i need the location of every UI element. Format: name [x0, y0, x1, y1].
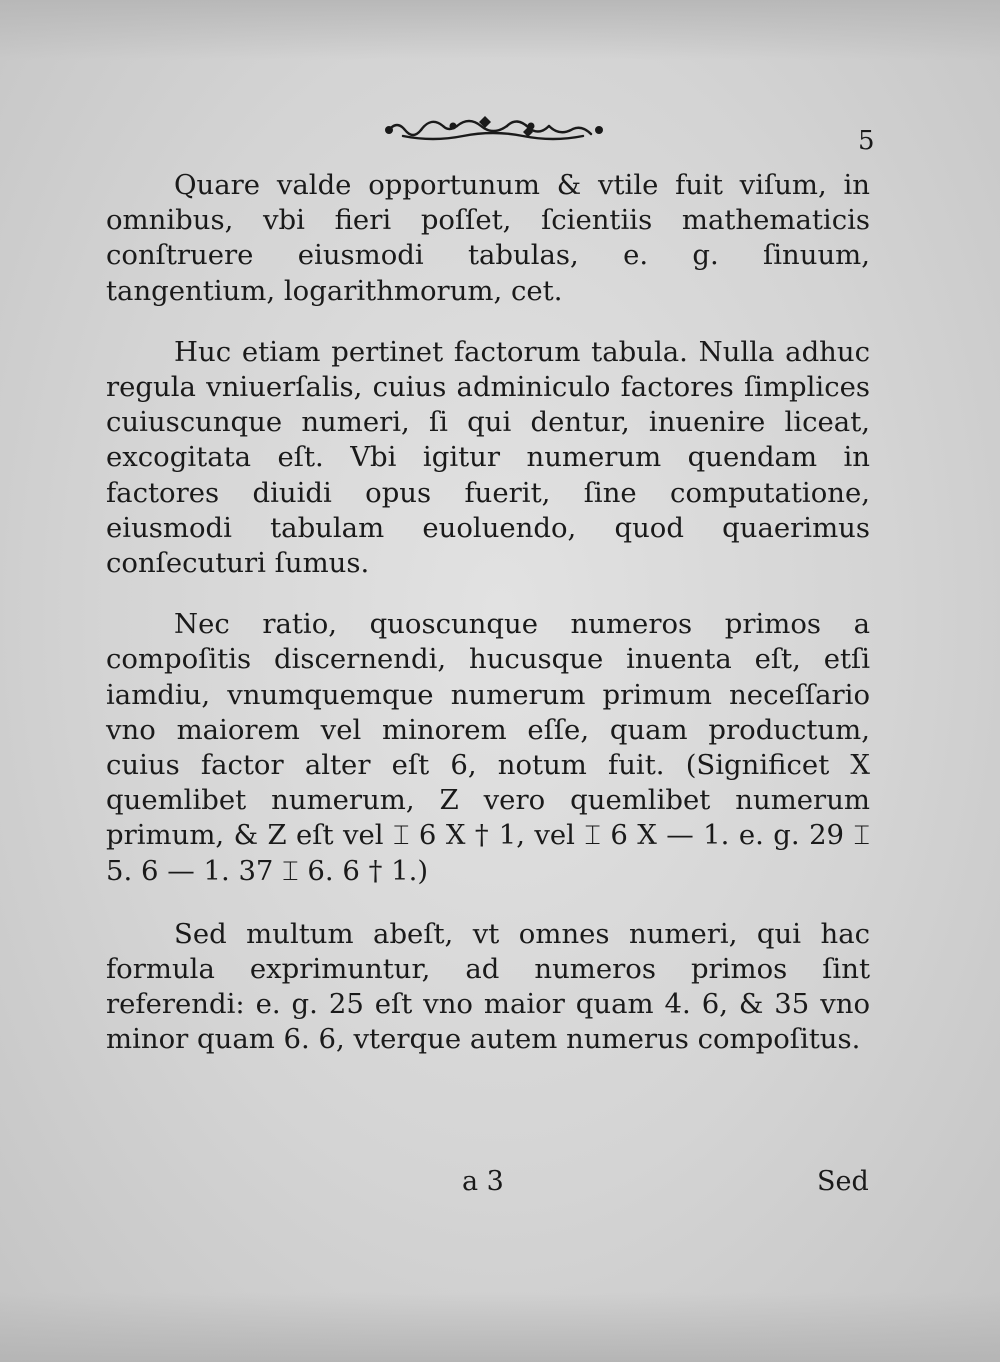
catchword: Sed — [817, 1166, 869, 1197]
paragraph-3: Nec ratio, quoscunque numeros primos a compoſitis discernendi, hucusque inuenta eſt, etſi iamdiu, vnumquemque numerum primum neceſſario vno maiorem vel minorem eſſe, quam productum, cuius factor alter eſt 6, notum fuit. (Significet X quemlibet numerum, Z vero quemlibet numerum primum, & Z eſt vel ⌶ 6 X † 1, vel ⌶ 6 X — 1. e. g. 29 ⌶ 5. 6 — 1. 37 ⌶ 6. 6 † 1.) — [106, 608, 870, 887]
page-number: 5 — [858, 126, 875, 156]
page-shadow-bottom — [0, 1292, 1000, 1362]
page-footer — [0, 1160, 1000, 1200]
signature-mark: a 3 — [462, 1166, 504, 1197]
paragraph-4: Sed multum abeſt, vt omnes numeri, qui hac formula exprimuntur, ad numeros primos ſint referendi: e. g. 25 eſt vno maior quam 4. 6, & 35 vno minor quam 6. 6, vterque autem numerus compoſitus. — [106, 917, 870, 1056]
page-shadow-top — [0, 0, 1000, 60]
fleuron-ornament-icon — [383, 112, 605, 148]
paragraph-1: Quare valde opportunum & vtile fuit viſum, in omnibus, vbi fieri poſſet, ſcientiis mathematicis conſtruere eiusmodi tabulas, e. g. ſinuum, tangentium, logarithmorum, cet. — [106, 169, 870, 307]
paragraph-2: Huc etiam pertinet factorum tabula. Nulla adhuc regula vniuerſalis, cuius adminiculo factores ſimplices cuiuscunque numeri, ſi qui dentur, inuenire liceat, excogitata eſt. Vbi igitur numerum quendam in factores diuidi opus fuerit, ſine computatione, eiusmodi tabulam euoluendo, quod quaerimus conſecuturi ſumus. — [106, 335, 870, 580]
main-text — [106, 168, 870, 1058]
